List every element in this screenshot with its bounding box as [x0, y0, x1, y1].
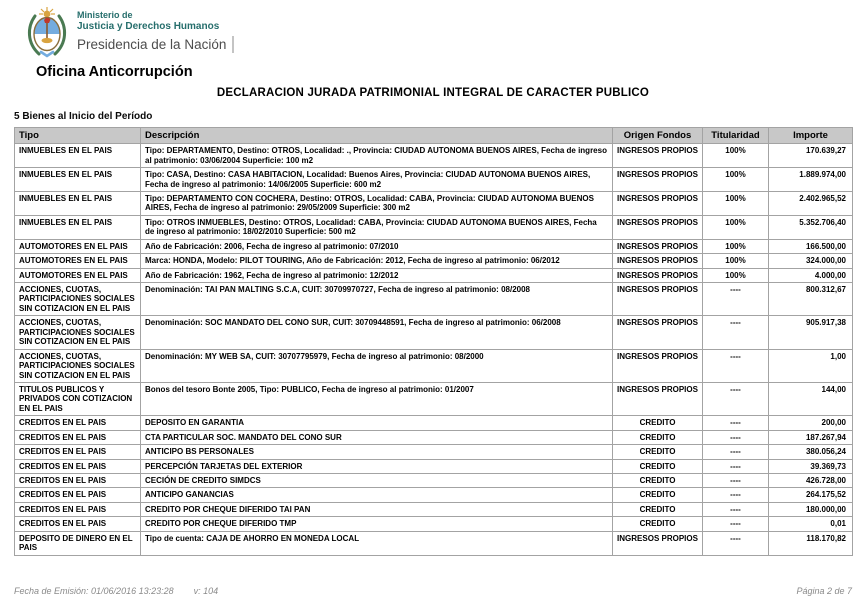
table-row [15, 459, 853, 473]
table-row [15, 168, 853, 192]
table-row [15, 215, 853, 239]
asset-ownership-cell: 100% [703, 268, 769, 282]
presidency-label: Presidencia de la Nación [77, 36, 234, 54]
asset-amount-cell: 800.312,67 [769, 283, 853, 316]
asset-origin-cell: CREDITO [613, 502, 703, 516]
asset-amount-cell: 5.352.706,40 [769, 215, 853, 239]
asset-description-cell: Tipo: OTROS INMUEBLES, Destino: OTROS, Localidad: CABA, Provincia: CIUDAD AUTONOMA BUENOS AIRES, Fecha de ingreso al patrimonio: 18/02/2010 Superficie: 500 m2 [141, 215, 613, 239]
ministry-logo [24, 7, 234, 64]
asset-origin-cell: CREDITO [613, 474, 703, 488]
asset-type-cell: CREDITOS EN EL PAIS [15, 430, 141, 444]
asset-description-cell: ANTICIPO BS PERSONALES [141, 445, 613, 459]
asset-amount-cell: 39.369,73 [769, 459, 853, 473]
asset-amount-cell: 170.639,27 [769, 144, 853, 168]
asset-origin-cell: INGRESOS PROPIOS [613, 349, 703, 382]
asset-origin-cell: INGRESOS PROPIOS [613, 316, 703, 349]
asset-ownership-cell: ---- [703, 502, 769, 516]
asset-description-cell: CREDITO POR CHEQUE DIFERIDO TAI PAN [141, 502, 613, 516]
asset-origin-cell: CREDITO [613, 517, 703, 531]
asset-description-cell: DEPOSITO EN GARANTIA [141, 416, 613, 430]
asset-amount-cell: 180.000,00 [769, 502, 853, 516]
asset-ownership-cell: ---- [703, 430, 769, 444]
ministry-name-line2: Justicia y Derechos Humanos [77, 21, 220, 33]
table-row [15, 517, 853, 531]
asset-origin-cell: INGRESOS PROPIOS [613, 531, 703, 555]
ministry-logo-text [77, 7, 234, 53]
table-row [15, 349, 853, 382]
asset-ownership-cell: 100% [703, 191, 769, 215]
asset-amount-cell: 118.170,82 [769, 531, 853, 555]
asset-amount-cell: 144,00 [769, 382, 853, 415]
assets-table-header [15, 128, 853, 144]
asset-origin-cell: CREDITO [613, 445, 703, 459]
asset-amount-cell: 0,01 [769, 517, 853, 531]
asset-type-cell: CREDITOS EN EL PAIS [15, 488, 141, 502]
asset-type-cell: INMUEBLES EN EL PAIS [15, 215, 141, 239]
office-title: Oficina Anticorrupción [36, 64, 193, 80]
asset-description-cell: Tipo: DEPARTAMENTO CON COCHERA, Destino: OTROS, Localidad: CABA, Provincia: CIUDAD AUTONOMA BUENOS AIRES, Fecha de ingreso al patrimonio: 29/05/2009 Superficie: 300 m2 [141, 191, 613, 215]
table-row [15, 144, 853, 168]
asset-description-cell: Denominación: TAI PAN MALTING S.C.A, CUIT: 30709970727, Fecha de ingreso al patrimonio: 08/2008 [141, 283, 613, 316]
table-row [15, 382, 853, 415]
asset-description-cell: Tipo de cuenta: CAJA DE AHORRO EN MONEDA LOCAL [141, 531, 613, 555]
asset-type-cell: ACCIONES, CUOTAS, PARTICIPACIONES SOCIALES SIN COTIZACION EN EL PAIS [15, 316, 141, 349]
asset-type-cell: AUTOMOTORES EN EL PAIS [15, 239, 141, 253]
column-header-origen: Origen Fondos [613, 128, 703, 144]
table-row [15, 531, 853, 555]
asset-amount-cell: 187.267,94 [769, 430, 853, 444]
table-row [15, 283, 853, 316]
asset-amount-cell: 264.175,52 [769, 488, 853, 502]
asset-amount-cell: 324.000,00 [769, 254, 853, 268]
asset-description-cell: Tipo: DEPARTAMENTO, Destino: OTROS, Localidad: ., Provincia: CIUDAD AUTONOMA BUENOS AIRES, Fecha de ingreso al patrimonio: 03/06/2004 Superficie: 100 m2 [141, 144, 613, 168]
column-header-tipo: Tipo [15, 128, 141, 144]
document-title: DECLARACION JURADA PATRIMONIAL INTEGRAL DE CARACTER PUBLICO [216, 87, 650, 99]
assets-table [14, 127, 853, 556]
asset-description-cell: Bonos del tesoro Bonte 2005, Tipo: PUBLICO, Fecha de ingreso al patrimonio: 01/2007 [141, 382, 613, 415]
coat-of-arms-icon [24, 7, 70, 64]
table-row [15, 502, 853, 516]
asset-type-cell: CREDITOS EN EL PAIS [15, 459, 141, 473]
table-row [15, 488, 853, 502]
asset-description-cell: ANTICIPO GANANCIAS [141, 488, 613, 502]
asset-type-cell: ACCIONES, CUOTAS, PARTICIPACIONES SOCIALES SIN COTIZACION EN EL PAIS [15, 283, 141, 316]
asset-type-cell: CREDITOS EN EL PAIS [15, 445, 141, 459]
footer-left [14, 586, 218, 596]
asset-ownership-cell: 100% [703, 168, 769, 192]
table-row [15, 416, 853, 430]
asset-description-cell: PERCEPCIÓN TARJETAS DEL EXTERIOR [141, 459, 613, 473]
assets-table-body [15, 144, 853, 555]
asset-ownership-cell: ---- [703, 474, 769, 488]
asset-type-cell: CREDITOS EN EL PAIS [15, 502, 141, 516]
asset-description-cell: Año de Fabricación: 2006, Fecha de ingreso al patrimonio: 07/2010 [141, 239, 613, 253]
asset-ownership-cell: ---- [703, 459, 769, 473]
asset-ownership-cell: ---- [703, 488, 769, 502]
asset-ownership-cell: ---- [703, 531, 769, 555]
table-row [15, 445, 853, 459]
asset-origin-cell: INGRESOS PROPIOS [613, 283, 703, 316]
asset-origin-cell: INGRESOS PROPIOS [613, 268, 703, 282]
asset-amount-cell: 380.056,24 [769, 445, 853, 459]
column-header-importe: Importe [769, 128, 853, 144]
asset-amount-cell: 1,00 [769, 349, 853, 382]
section-title: 5 Bienes al Inicio del Período [14, 111, 153, 122]
version-label: v: 104 [193, 586, 219, 596]
asset-type-cell: ACCIONES, CUOTAS, PARTICIPACIONES SOCIALES SIN COTIZACION EN EL PAIS [15, 349, 141, 382]
asset-description-cell: CECIÓN DE CREDITO SIMDCS [141, 474, 613, 488]
asset-type-cell: CREDITOS EN EL PAIS [15, 416, 141, 430]
asset-description-cell: CTA PARTICULAR SOC. MANDATO DEL CONO SUR [141, 430, 613, 444]
table-row [15, 239, 853, 253]
asset-description-cell: Año de Fabricación: 1962, Fecha de ingreso al patrimonio: 12/2012 [141, 268, 613, 282]
asset-amount-cell: 166.500,00 [769, 239, 853, 253]
asset-origin-cell: INGRESOS PROPIOS [613, 144, 703, 168]
asset-ownership-cell: 100% [703, 254, 769, 268]
asset-ownership-cell: 100% [703, 215, 769, 239]
column-header-descripcion: Descripción [141, 128, 613, 144]
asset-type-cell: INMUEBLES EN EL PAIS [15, 144, 141, 168]
asset-ownership-cell: ---- [703, 349, 769, 382]
asset-type-cell: DEPOSITO DE DINERO EN EL PAIS [15, 531, 141, 555]
asset-amount-cell: 2.402.965,52 [769, 191, 853, 215]
asset-description-cell: Tipo: CASA, Destino: CASA HABITACION, Localidad: Buenos Aires, Provincia: CIUDAD AUTONOMA BUENOS AIRES, Fecha de ingreso al patrimonio: 14/06/2005 Superficie: 600 m2 [141, 168, 613, 192]
asset-description-cell: CREDITO POR CHEQUE DIFERIDO TMP [141, 517, 613, 531]
asset-type-cell: CREDITOS EN EL PAIS [15, 474, 141, 488]
asset-description-cell: Denominación: MY WEB SA, CUIT: 30707795979, Fecha de ingreso al patrimonio: 08/2000 [141, 349, 613, 382]
column-header-titularidad: Titularidad [703, 128, 769, 144]
asset-origin-cell: INGRESOS PROPIOS [613, 191, 703, 215]
table-row [15, 430, 853, 444]
asset-ownership-cell: ---- [703, 416, 769, 430]
ministry-name-line1: Ministerio de [77, 10, 133, 20]
asset-ownership-cell: ---- [703, 517, 769, 531]
asset-ownership-cell: ---- [703, 283, 769, 316]
asset-ownership-cell: 100% [703, 144, 769, 168]
asset-type-cell: AUTOMOTORES EN EL PAIS [15, 268, 141, 282]
asset-origin-cell: CREDITO [613, 488, 703, 502]
asset-type-cell: CREDITOS EN EL PAIS [15, 517, 141, 531]
emission-date: Fecha de Emisión: 01/06/2016 13:23:28 [14, 586, 174, 596]
asset-amount-cell: 905.917,38 [769, 316, 853, 349]
asset-origin-cell: INGRESOS PROPIOS [613, 168, 703, 192]
asset-origin-cell: INGRESOS PROPIOS [613, 215, 703, 239]
asset-origin-cell: CREDITO [613, 459, 703, 473]
asset-amount-cell: 1.889.974,00 [769, 168, 853, 192]
page-footer [14, 586, 852, 596]
table-row [15, 268, 853, 282]
header-row [15, 128, 853, 144]
asset-ownership-cell: 100% [703, 239, 769, 253]
asset-origin-cell: CREDITO [613, 416, 703, 430]
asset-origin-cell: CREDITO [613, 430, 703, 444]
asset-type-cell: TITULOS PUBLICOS Y PRIVADOS CON COTIZACION EN EL PAIS [15, 382, 141, 415]
asset-description-cell: Marca: HONDA, Modelo: PILOT TOURING, Año de Fabricación: 2012, Fecha de ingreso al patrimonio: 06/2012 [141, 254, 613, 268]
page-number: Página 2 de 7 [796, 586, 852, 596]
asset-description-cell: Denominación: SOC MANDATO DEL CONO SUR, CUIT: 30709448591, Fecha de ingreso al patrimonio: 06/2008 [141, 316, 613, 349]
asset-type-cell: INMUEBLES EN EL PAIS [15, 191, 141, 215]
asset-amount-cell: 426.728,00 [769, 474, 853, 488]
asset-type-cell: INMUEBLES EN EL PAIS [15, 168, 141, 192]
table-row [15, 316, 853, 349]
asset-type-cell: AUTOMOTORES EN EL PAIS [15, 254, 141, 268]
table-row [15, 474, 853, 488]
table-row [15, 254, 853, 268]
asset-origin-cell: INGRESOS PROPIOS [613, 239, 703, 253]
asset-origin-cell: INGRESOS PROPIOS [613, 254, 703, 268]
asset-amount-cell: 4.000,00 [769, 268, 853, 282]
table-row [15, 191, 853, 215]
asset-origin-cell: INGRESOS PROPIOS [613, 382, 703, 415]
asset-ownership-cell: ---- [703, 316, 769, 349]
asset-ownership-cell: ---- [703, 445, 769, 459]
asset-amount-cell: 200,00 [769, 416, 853, 430]
asset-ownership-cell: ---- [703, 382, 769, 415]
